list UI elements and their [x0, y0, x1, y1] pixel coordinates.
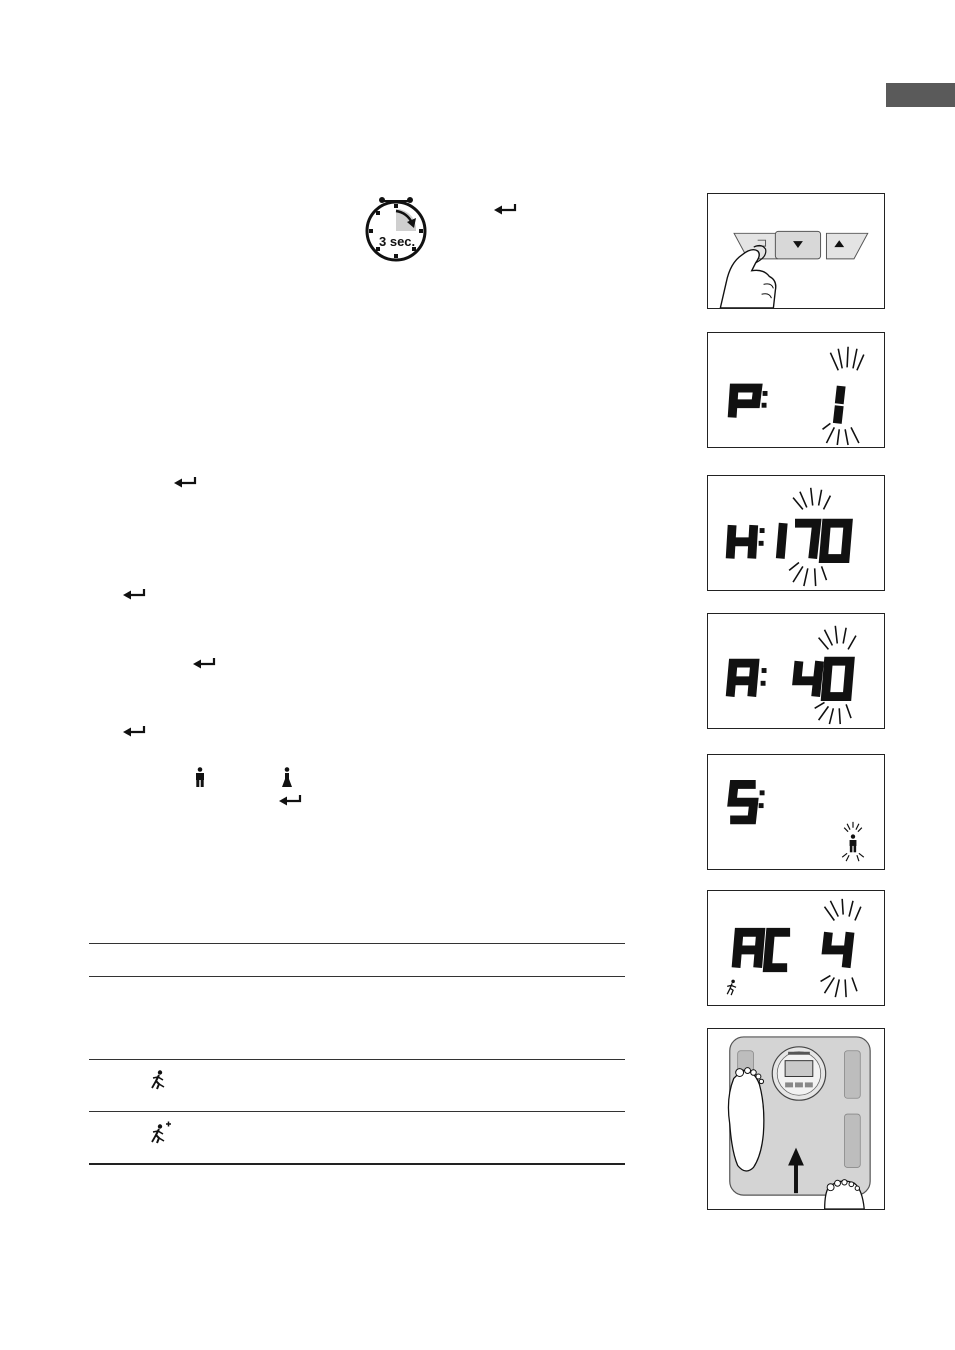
timer-label: 3 sec.	[379, 234, 416, 249]
lcd-male-icon	[850, 834, 857, 852]
keypad-panel	[707, 193, 885, 309]
table-rule	[89, 1111, 625, 1112]
enter-icon	[122, 588, 148, 600]
lcd-prefix-ac	[736, 932, 790, 967]
table-rule	[89, 976, 625, 977]
lcd-prefix-s	[730, 784, 756, 819]
lcd-digits-170	[780, 523, 848, 558]
lcd-digit-1	[837, 386, 841, 423]
enter-icon	[278, 794, 304, 806]
lcd-digits-40	[797, 661, 850, 696]
enter-icon	[122, 725, 148, 737]
enter-icon	[173, 476, 199, 488]
table-rule	[89, 943, 625, 944]
female-icon	[281, 767, 293, 787]
male-icon	[194, 767, 206, 787]
activity-plus-icon	[150, 1120, 172, 1144]
lcd-panel-profile	[707, 332, 885, 448]
up-key[interactable]	[826, 233, 867, 259]
enter-icon	[192, 657, 218, 669]
lcd-digit-4	[826, 932, 850, 967]
section-tab	[886, 83, 955, 107]
lcd-prefix-p	[732, 388, 758, 417]
scale-display	[785, 1061, 813, 1077]
lcd-panel-sex	[707, 754, 885, 870]
foot-icon	[728, 1068, 763, 1171]
table-rule	[89, 1163, 625, 1165]
timer-icon	[360, 195, 432, 263]
lcd-prefix-h	[730, 525, 754, 558]
lcd-prefix-a	[730, 663, 755, 696]
table-rule	[89, 1059, 625, 1060]
activity-icon	[150, 1070, 168, 1090]
lcd-panel-height	[707, 475, 885, 591]
lcd-panel-age	[707, 613, 885, 729]
scale-panel	[707, 1028, 885, 1210]
enter-icon	[493, 203, 519, 215]
lcd-activity-icon	[727, 980, 736, 996]
lcd-panel-activity	[707, 890, 885, 1006]
